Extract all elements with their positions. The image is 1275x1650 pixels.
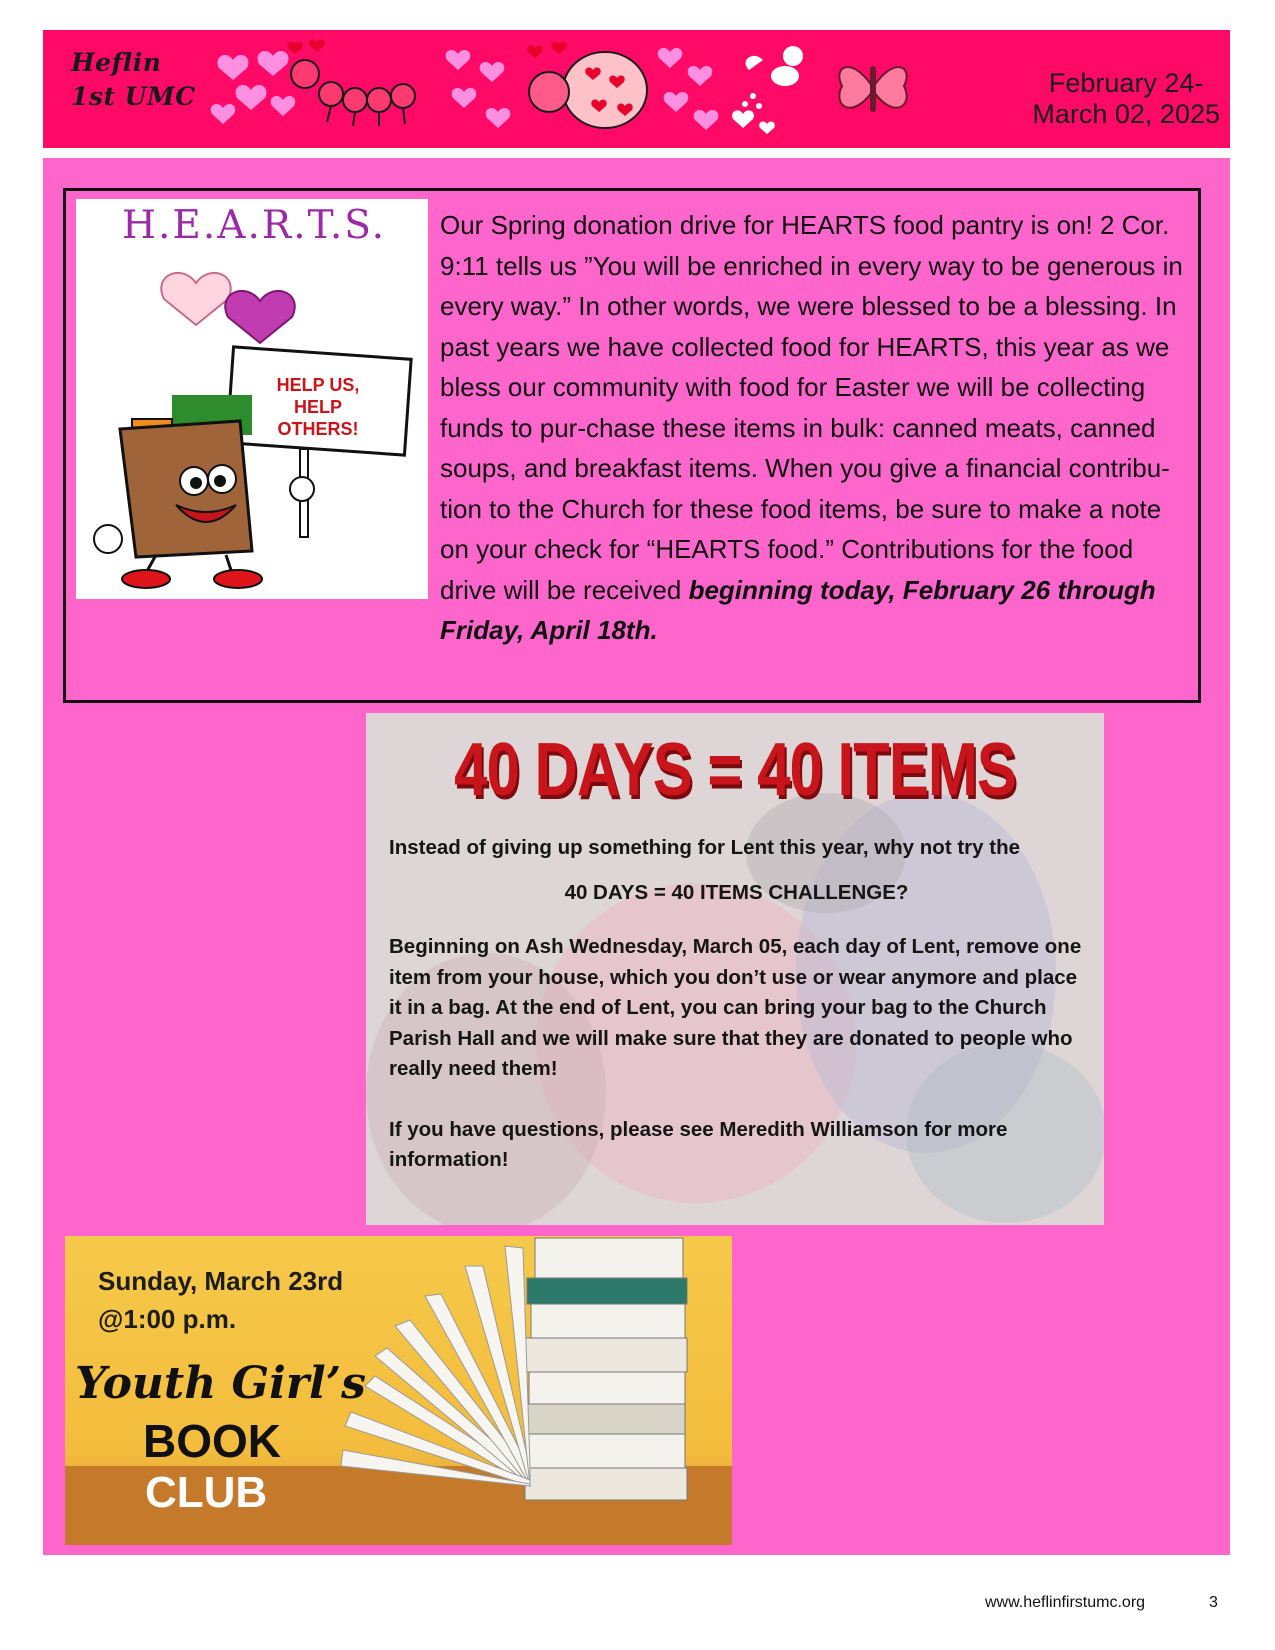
book-club-word-club: CLUB: [145, 1468, 268, 1517]
hearts-article-text: [80, 205, 1192, 651]
book-club-word-book: BOOK: [143, 1415, 281, 1467]
footer-website: www.heflinfirstumc.org: [985, 1594, 1146, 1611]
hearts-cluster-icon: [438, 30, 518, 148]
svg-text:HELP: HELP: [293, 397, 343, 417]
butterfly-icon: [828, 30, 918, 148]
hearts-body-text: Our Spring donation drive for HEARTS food pantry is on! 2 Cor. 9:11 tells us ”You will be enriched in every way to be generous in every way.” In other words, we were blessed to be a blessing. In past years we have collected food for HEARTS, this year as we bless our community with food for Easter we will be collecting funds to pur-chase these items in bulk: canned meats, canned soups, and breakfast items. When you give a financial contribu-tion to the Church for these food items, be sure to make a note on your check for “HEARTS food.” Contributions for the food drive will be received: [440, 210, 1183, 605]
church-brand: [71, 46, 196, 114]
lent-intro: Instead of giving up something for Lent this year, why not try the: [389, 836, 1020, 859]
hearts-emphasis-text: beginning today, February 26 through Friday, April 18th.: [440, 574, 1156, 645]
newsletter-header: [43, 30, 1230, 148]
lent-title: 40 DAYS = 40 ITEMS: [454, 727, 1016, 812]
image-spacer: [80, 205, 438, 611]
ladybug-icon: [513, 30, 653, 148]
lent-paragraph: Beginning on Ash Wednesday, March 05, each day of Lent, remove one item from your house, which you don’t use or wear anymore and place it in a bag. At the end of Lent, you can bring your bag to the Church Parish Hall and we will make sure that they are donated to people who really need them!: [389, 935, 1082, 1080]
brand-line-2: 1st UMC: [71, 82, 196, 111]
book-club-script-title: Youth Girl’s: [75, 1358, 366, 1409]
lent-challenge: 40 DAYS = 40 ITEMS CHALLENGE?: [564, 880, 909, 904]
book-club-flyer: [65, 1236, 732, 1545]
date-line-1: February 24-: [1048, 68, 1204, 98]
lent-questions: If you have questions, please see Meredith Williamson for more information!: [389, 1117, 1008, 1171]
date-line-2: March 02, 2025: [1032, 99, 1220, 129]
caterpillar-icon: [283, 30, 433, 148]
svg-text:OTHERS!: OTHERS!: [277, 419, 359, 439]
book-club-date: Sunday, March 23rd: [98, 1266, 344, 1296]
cupid-icon: [723, 30, 833, 148]
hearts-logo-title: H.E.A.R.T.S.: [122, 203, 386, 248]
svg-text:HELP US,: HELP US,: [276, 375, 360, 395]
footer-page-number: 3: [1209, 1594, 1218, 1611]
issue-dates: [1032, 68, 1220, 130]
book-club-time: @1:00 p.m.: [98, 1304, 237, 1334]
page-content: [43, 158, 1230, 1555]
hearts-donation-article: [63, 188, 1201, 703]
hearts-cluster-icon: [648, 30, 728, 148]
lent-challenge-flyer: [366, 713, 1104, 1225]
book-club-datetime: [98, 1262, 343, 1338]
lent-text: [389, 833, 1084, 1176]
brand-line-1: Heflin: [71, 48, 162, 77]
